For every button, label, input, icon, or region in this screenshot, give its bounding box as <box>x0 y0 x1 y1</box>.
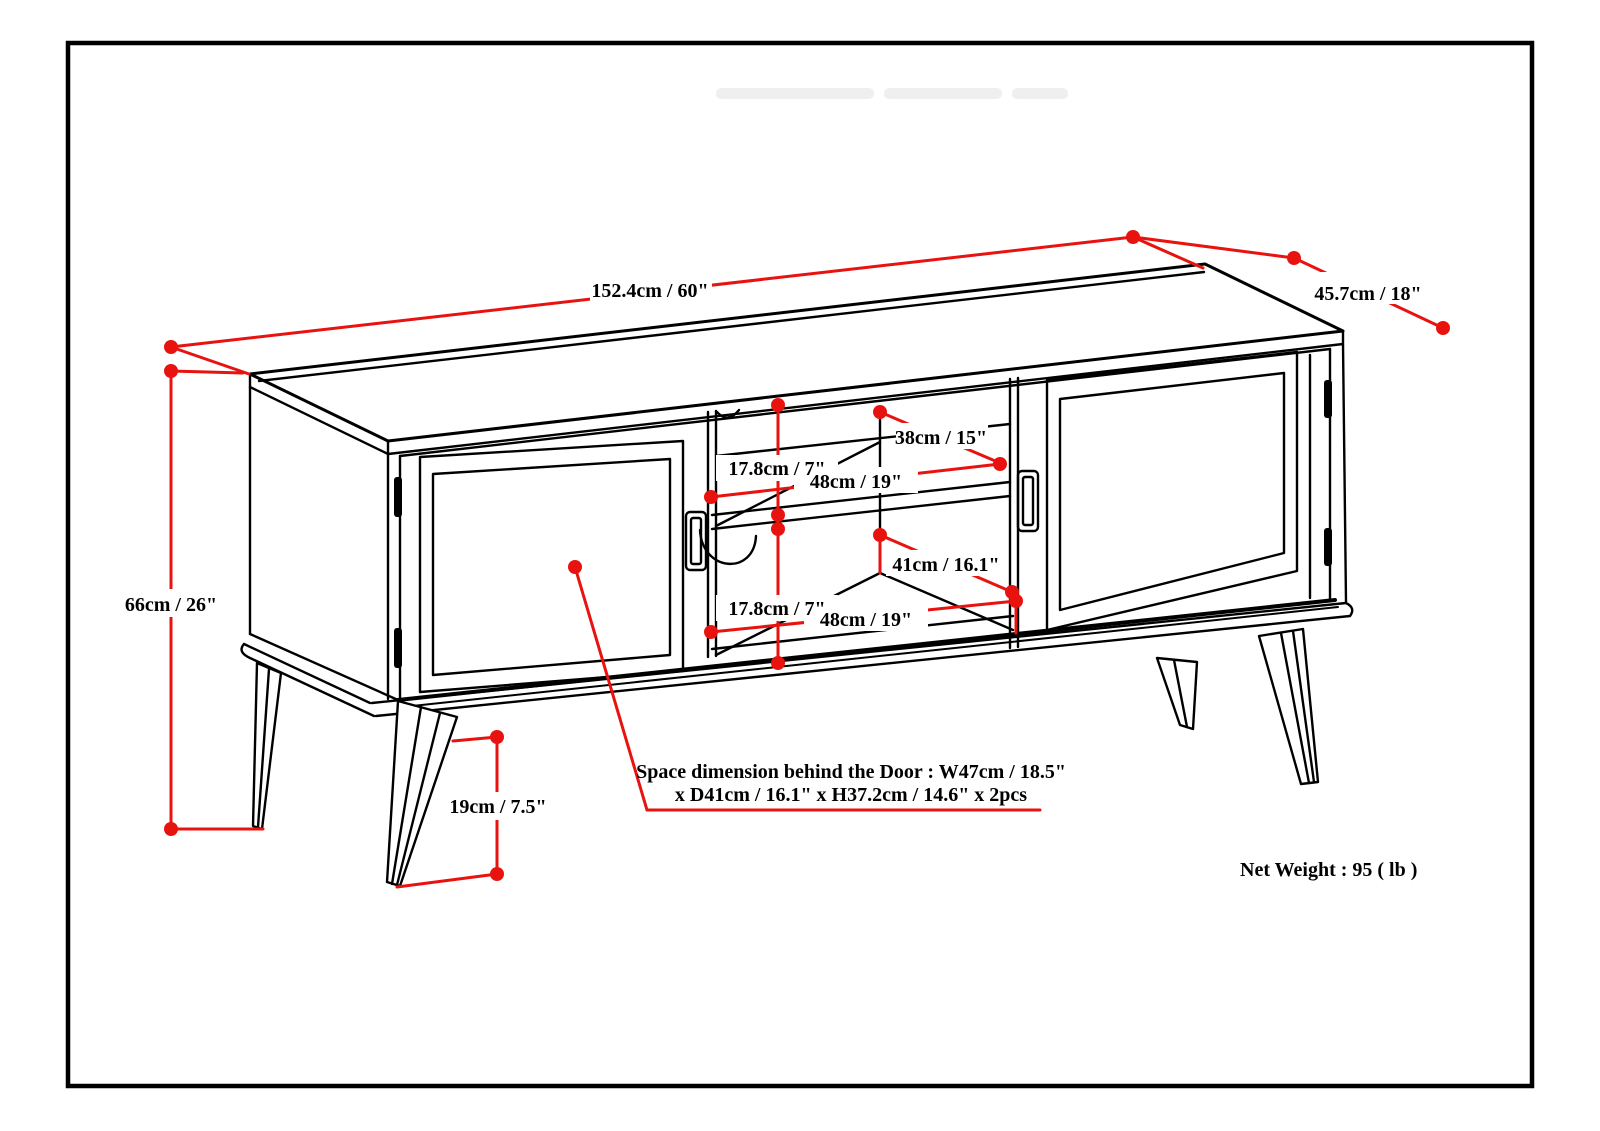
cabinet-top-slab <box>250 264 1343 454</box>
label-lower-shelf-width: 48cm / 19" <box>819 609 913 631</box>
left-hinge-top <box>394 477 402 517</box>
label-upper-shelf-clearance: 17.8cm / 7" <box>728 458 826 480</box>
label-shelf-depth: 38cm / 15" <box>894 427 988 449</box>
left-hinge-bottom <box>394 628 402 668</box>
left-door <box>420 441 683 692</box>
page-border <box>68 43 1532 1086</box>
right-door <box>1047 352 1297 630</box>
label-leg-height: 19cm / 7.5" <box>449 796 547 818</box>
net-weight-label: Net Weight : 95 ( lb ) <box>1240 859 1418 881</box>
label-backers <box>122 272 1426 820</box>
label-overall-height: 66cm / 26" <box>124 594 218 616</box>
faint-watermark <box>716 88 1068 99</box>
door-space-note-line2: x D41cm / 16.1" x H37.2cm / 14.6" x 2pcs <box>674 784 1028 806</box>
cabinet-body <box>250 344 1346 707</box>
label-lower-shelf-clearance: 17.8cm / 7" <box>728 598 826 620</box>
label-upper-shelf-width: 48cm / 19" <box>809 471 903 493</box>
dim-overall-width-line <box>171 237 1203 374</box>
door-space-note-line1: Space dimension behind the Door : W47cm / 18.5" <box>636 761 1066 783</box>
legs <box>253 629 1318 886</box>
right-door-handle <box>1018 471 1038 531</box>
right-hinge-bottom <box>1324 528 1332 566</box>
dimension-labels <box>125 280 1422 881</box>
right-hinge-top <box>1324 380 1332 418</box>
label-lower-compartment-depth: 41cm / 16.1" <box>892 554 1000 576</box>
label-overall-depth: 45.7cm / 18" <box>1314 283 1422 305</box>
label-overall-width: 152.4cm / 60" <box>591 280 709 302</box>
